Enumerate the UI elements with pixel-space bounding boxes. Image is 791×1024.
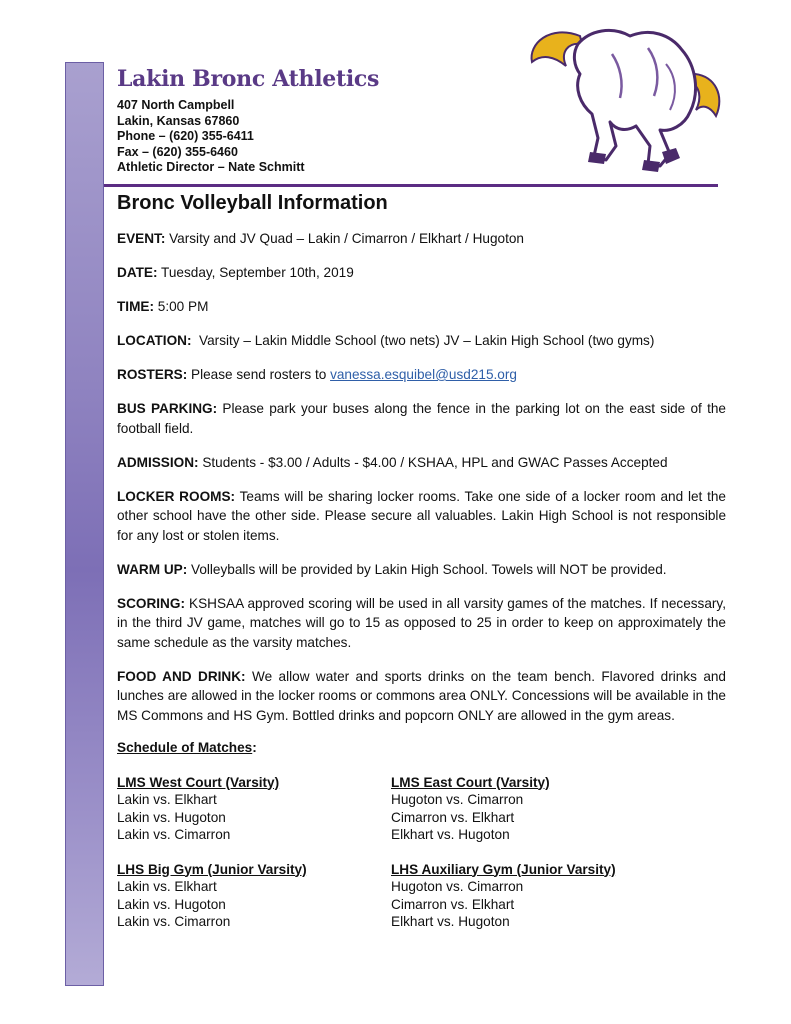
field-value: Varsity – Lakin Middle School (two nets) JV – Lakin High School (two gyms) <box>191 333 655 348</box>
field-label: LOCKER ROOMS: <box>117 488 236 504</box>
field-value: 5:00 PM <box>154 299 209 314</box>
match-item: Elkhart vs. Hugoton <box>391 827 510 842</box>
field-label: DATE: <box>117 265 158 280</box>
field-value: Please send rosters to <box>187 367 331 382</box>
header-divider <box>104 184 718 187</box>
field-time <box>117 297 726 317</box>
field-value: Varsity and JV Quad – Lakin / Cimarron / Elkhart / Hugoton <box>165 231 524 246</box>
field-date <box>117 263 726 283</box>
address-line-street: 407 North Campbell <box>117 98 235 112</box>
schedule-heading <box>117 740 726 755</box>
address-line-fax: Fax – (620) 355-6460 <box>117 144 238 159</box>
court-title: LHS Auxiliary Gym (Junior Varsity) <box>391 861 616 877</box>
field-admission <box>117 453 726 473</box>
field-label: ADMISSION: <box>117 454 199 470</box>
field-location <box>117 331 726 351</box>
match-item: Lakin vs. Elkhart <box>117 792 217 807</box>
rosters-email-link[interactable]: vanessa.esquibel@usd215.org <box>330 367 517 382</box>
schedule-heading-colon: : <box>252 739 257 755</box>
field-label: FOOD AND DRINK: <box>117 668 246 684</box>
field-label: SCORING: <box>117 595 185 611</box>
field-label: BUS PARKING: <box>117 401 218 416</box>
field-value: Please park your buses along the fence in the parking lot on the east side of the football field. <box>117 401 726 436</box>
field-warm-up <box>117 560 726 580</box>
field-label: LOCATION: <box>117 333 192 348</box>
match-item: Cimarron vs. Elkhart <box>391 896 515 912</box>
field-food-and-drink <box>117 667 726 726</box>
match-item: Elkhart vs. Hugoton <box>391 914 510 929</box>
match-item: Lakin vs. Hugoton <box>117 809 226 825</box>
letterhead <box>117 66 379 176</box>
address-line-director: Athletic Director – Nate Schmitt <box>117 160 305 175</box>
field-locker-rooms <box>117 487 726 546</box>
schedule-grid <box>117 774 726 931</box>
match-item: Lakin vs. Cimarron <box>117 827 231 842</box>
court-block-lhs-auxiliary-gym <box>391 861 691 931</box>
document-body <box>117 192 726 931</box>
field-value: Students - $3.00 / Adults - $4.00 / KSHAA, HPL and GWAC Passes Accepted <box>198 454 668 470</box>
field-value: Teams will be sharing locker rooms. Take one side of a locker room and let the other school have the other side. Please secure all valuables. Lakin High School is not responsible for any lost or stolen items. <box>117 488 726 543</box>
field-value: KSHSAA approved scoring will be used in all varsity games of the matches. If necessary, in the third JV game, matches will go to 15 as opposed to 25 in order to keep on approximately the same schedule as the varsity matches. <box>117 595 726 650</box>
address-line-phone: Phone – (620) 355-6411 <box>117 129 254 144</box>
field-label: WARM UP: <box>117 561 188 577</box>
court-title: LMS West Court (Varsity) <box>117 774 280 790</box>
field-rosters <box>117 365 726 385</box>
org-title: Lakin Bronc Athletics <box>117 66 380 92</box>
match-item: Cimarron vs. Elkhart <box>391 809 515 825</box>
match-item: Lakin vs. Elkhart <box>117 879 217 894</box>
bronco-horse-icon <box>520 14 730 179</box>
schedule-heading-text: Schedule of Matches <box>117 739 253 755</box>
field-value: Volleyballs will be provided by Lakin High School. Towels will NOT be provided. <box>187 561 667 577</box>
sidebar-bar <box>65 62 104 986</box>
field-bus-parking <box>117 399 726 438</box>
field-scoring <box>117 594 726 653</box>
field-label: EVENT: <box>117 231 166 246</box>
field-label: TIME: <box>117 299 154 314</box>
court-title: LMS East Court (Varsity) <box>391 774 550 790</box>
court-block-lms-east <box>391 774 691 844</box>
match-item: Lakin vs. Cimarron <box>117 914 231 929</box>
field-event <box>117 229 726 249</box>
match-item: Hugoton vs. Cimarron <box>391 792 524 807</box>
address-line-city: Lakin, Kansas 67860 <box>117 113 240 128</box>
field-value: We allow water and sports drinks on the team bench. Flavored drinks and lunches are allowed in the locker rooms or commons area ONLY. Concessions will be available in the MS Commons and HS Gym. Bottled drinks and popcorn ONLY are allowed in the gym areas. <box>117 668 726 723</box>
field-value: Tuesday, September 10th, 2019 <box>157 265 354 280</box>
court-title: LHS Big Gym (Junior Varsity) <box>117 861 307 877</box>
document-title: Bronc Volleyball Information <box>117 192 388 214</box>
field-label: ROSTERS: <box>117 367 188 382</box>
match-item: Hugoton vs. Cimarron <box>391 879 524 894</box>
match-item: Lakin vs. Hugoton <box>117 896 226 912</box>
court-block-lhs-big-gym <box>117 861 391 931</box>
court-block-lms-west <box>117 774 391 844</box>
